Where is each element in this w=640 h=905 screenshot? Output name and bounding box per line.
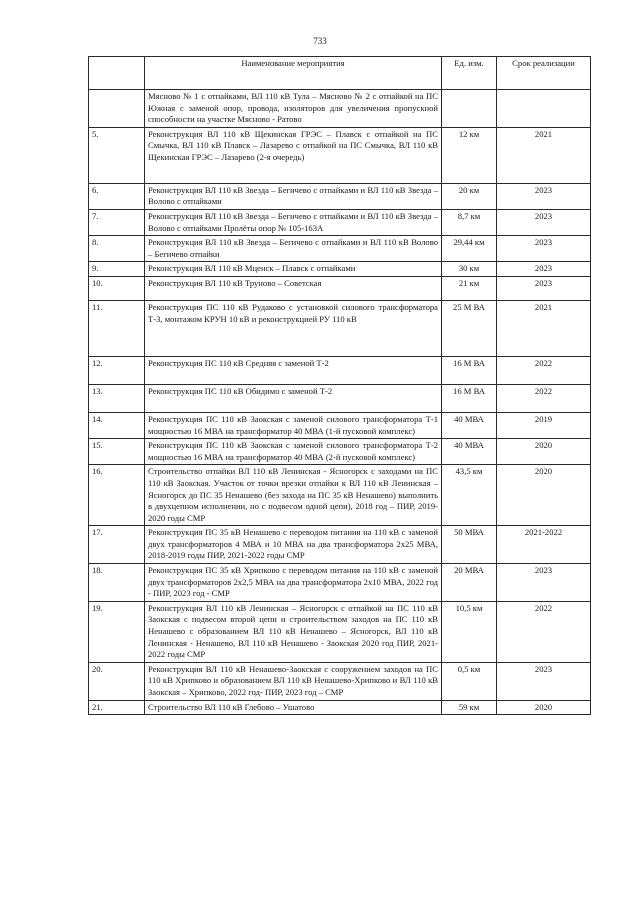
row-unit: 20 МВА — [442, 564, 497, 602]
row-number: 9. — [89, 262, 145, 277]
row-name: Строительство ВЛ 110 кВ Глебово – Ушатово — [145, 700, 442, 715]
table-row — [89, 356, 591, 384]
row-unit — [442, 90, 497, 128]
table-row — [89, 209, 591, 235]
row-number: 16. — [89, 465, 145, 526]
table-row — [89, 412, 591, 438]
header-unit: Ед. изм. — [442, 57, 497, 90]
table-row — [89, 439, 591, 465]
header-term: Срок реализации — [497, 57, 591, 90]
row-number: 8. — [89, 236, 145, 262]
row-number: 10. — [89, 276, 145, 300]
row-unit: 43,5 км — [442, 465, 497, 526]
row-unit: 10,5 км — [442, 601, 497, 662]
row-unit: 16 М ВА — [442, 384, 497, 412]
row-unit: 8,7 км — [442, 209, 497, 235]
row-year: 2023 — [497, 262, 591, 277]
row-year: 2023 — [497, 183, 591, 209]
row-name: Реконструкция ВЛ 110 кВ Ленинская – Ясногорск с отпайкой на ПС 110 кВ Заокская с подвесом второй цепи и строительством заходов на ПС 110 кВ Ненашево с образованием ВЛ 110 кВ Ненашево – Ясногорск, ВЛ 110 кВ Ленинская - Ненашево, ВЛ 110 кВ Ненашево - Заокская 2020 год ПИР, 2021-2022 годы СМР — [145, 601, 442, 662]
row-name: Реконструкция ПС 110 кВ Заокская с заменой силового трансформатора Т-1 мощностью 16 МВА на трансформатор 40 МВА (1-й пусковой комплекс) — [145, 412, 442, 438]
row-number: 7. — [89, 209, 145, 235]
table-row — [89, 662, 591, 700]
row-number: 18. — [89, 564, 145, 602]
row-name: Реконструкция ВЛ 110 кВ Мценск – Плавск с отпайками — [145, 262, 442, 277]
table-row — [89, 384, 591, 412]
row-name: Реконструкция ВЛ 110 кВ Труново – Советская — [145, 276, 442, 300]
row-year: 2022 — [497, 356, 591, 384]
table-row — [89, 300, 591, 356]
row-number: 5. — [89, 127, 145, 183]
table-row — [89, 601, 591, 662]
row-number: 17. — [89, 526, 145, 564]
row-unit: 20 км — [442, 183, 497, 209]
row-year: 2023 — [497, 236, 591, 262]
row-name: Реконструкция ВЛ 110 кВ Звезда – Бегичево с отпайками и ВЛ 110 кВ Звезда – Волово с отпайками Пролёты опор № 105-163А — [145, 209, 442, 235]
page-number: 733 — [313, 36, 327, 46]
row-year: 2023 — [497, 662, 591, 700]
row-name: Строительство отпайки ВЛ 110 кВ Ленинская - Ясногорск с заходами на ПС 110 кВ Заокская. Участок от точки врезки отпайки к ВЛ 110 кВ Ленинская – Ясногорск до ПС 35 Ненашево (без захода на ПС 35 кВ Ненашево) выполнить в двухцепном исполнении, но с подвесом одной цепи), 2018 год – ПИР, 2019-2020 годы СМР — [145, 465, 442, 526]
row-name: Реконструкция ВЛ 110 кВ Звезда – Бегичево с отпайками и ВЛ 110 кВ Звезда – Волово с отпайками — [145, 183, 442, 209]
row-year: 2022 — [497, 384, 591, 412]
row-year: 2020 — [497, 465, 591, 526]
row-number — [89, 90, 145, 128]
row-name: Реконструкция ПС 110 кВ Средняя с заменой Т-2 — [145, 356, 442, 384]
row-number: 11. — [89, 300, 145, 356]
row-name: Мясново № 1 с отпайками, ВЛ 110 кВ Тула – Мясново № 2 с отпайкой на ПС Южная с заменой опор, провода, изоляторов для увеличения пропускной способности на участке Мясново - Ратово — [145, 90, 442, 128]
header-number — [89, 57, 145, 90]
row-unit: 59 км — [442, 700, 497, 715]
row-year: 2021 — [497, 127, 591, 183]
row-number: 14. — [89, 412, 145, 438]
row-year: 2019 — [497, 412, 591, 438]
table-row — [89, 700, 591, 715]
row-number: 21. — [89, 700, 145, 715]
table-row — [89, 127, 591, 183]
table-row — [89, 526, 591, 564]
row-number: 12. — [89, 356, 145, 384]
row-name: Реконструкция ПС 110 кВ Рудаково с установкой силового трансформатора Т-3, монтажом КРУН 10 кВ и реконструкцией РУ 110 кВ — [145, 300, 442, 356]
row-unit: 21 км — [442, 276, 497, 300]
row-unit: 40 МВА — [442, 412, 497, 438]
row-year — [497, 90, 591, 128]
row-unit: 12 км — [442, 127, 497, 183]
table-row — [89, 236, 591, 262]
row-number: 15. — [89, 439, 145, 465]
row-name: Реконструкция ВЛ 110 кВ Щекинская ГРЭС – Плавск с отпайкой на ПС Смычка, ВЛ 110 кВ Плавск – Лазарево с отпайкой на ПС Смычка, ВЛ 110 кВ Щекинская ГРЭС – Лазарево (2-я очередь) — [145, 127, 442, 183]
measures-table — [88, 56, 591, 715]
header-name: Наименование мероприятия — [145, 57, 442, 90]
row-number: 20. — [89, 662, 145, 700]
row-unit: 30 км — [442, 262, 497, 277]
row-year: 2023 — [497, 209, 591, 235]
row-name: Реконструкция ВЛ 110 кВ Звезда – Бегичево с отпайками и ВЛ 110 кВ Волово – Бегичево отпайки — [145, 236, 442, 262]
row-unit: 25 М ВА — [442, 300, 497, 356]
table-row — [89, 465, 591, 526]
table-row — [89, 276, 591, 300]
row-year: 2020 — [497, 700, 591, 715]
table-row — [89, 564, 591, 602]
row-unit: 40 МВА — [442, 439, 497, 465]
row-name: Реконструкция ПС 110 кВ Обидимо с заменой Т-2 — [145, 384, 442, 412]
table-row — [89, 262, 591, 277]
table-row — [89, 90, 591, 128]
row-year: 2021-2022 — [497, 526, 591, 564]
row-name: Реконструкция ПС 110 кВ Заокская с заменой силового трансформатора Т-2 мощностью 16 МВА на трансформатор 40 МВА (2-й пусковой комплекс) — [145, 439, 442, 465]
row-unit: 16 М ВА — [442, 356, 497, 384]
row-year: 2023 — [497, 276, 591, 300]
table-row — [89, 183, 591, 209]
row-year: 2020 — [497, 439, 591, 465]
row-name: Реконструкция ВЛ 110 кВ Ненашево-Заокская с сооружением заходов на ПС 110 кВ Хрипково и образованием ВЛ 110 кВ Ненашево-Хрипково и ВЛ 110 кВ Заокская – Хрипково, 2022 год- ПИР, 2023 год – СМР — [145, 662, 442, 700]
row-year: 2023 — [497, 564, 591, 602]
row-name: Реконструкция ПС 35 кВ Хрипково с переводом питания на 110 кВ с заменой двух трансформаторов 2х2,5 МВА на два трансформатора 2х10 МВА, 2022 год - ПИР, 2023 год - СМР — [145, 564, 442, 602]
row-number: 6. — [89, 183, 145, 209]
row-unit: 0,5 км — [442, 662, 497, 700]
row-number: 13. — [89, 384, 145, 412]
row-number: 19. — [89, 601, 145, 662]
table-header-row — [89, 57, 591, 90]
row-unit: 29,44 км — [442, 236, 497, 262]
row-year: 2021 — [497, 300, 591, 356]
row-name: Реконструкция ПС 35 кВ Ненашево с переводом питания на 110 кВ с заменой двух трансформаторов 4 МВА и 10 МВА на два трансформатора 2х25 МВА, 2018-2019 годы ПИР, 2021-2022 годы СМР — [145, 526, 442, 564]
row-year: 2022 — [497, 601, 591, 662]
row-unit: 50 МВА — [442, 526, 497, 564]
